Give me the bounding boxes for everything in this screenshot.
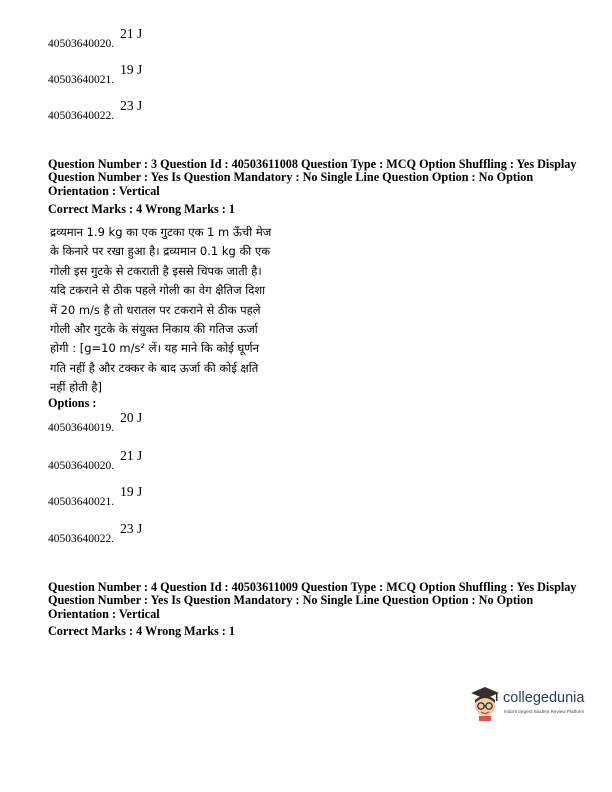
- option-item: [48, 98, 143, 122]
- graduate-mascot-icon: [469, 685, 501, 721]
- option-item: [48, 448, 143, 472]
- option-item: [48, 26, 143, 50]
- logo-brand-text: collegedunia: [503, 690, 585, 706]
- question-text-line: द्रव्यमान 1.9 kg का एक गुटका एक 1 m ऊँची मेज: [50, 225, 272, 239]
- option-item: [48, 521, 143, 545]
- option-value: 19 J: [120, 484, 143, 499]
- question-text-line: गति नहीं है और टक्कर के बाद ऊर्जा की कोई क्षति: [50, 360, 259, 375]
- collegedunia-logo: [469, 685, 589, 725]
- question-meta: [48, 581, 588, 621]
- question-meta-line: Question Number : Yes Is Question Mandatory : No Single Line Question Option : No Option: [48, 593, 534, 608]
- question-meta-line: Orientation : Vertical: [48, 606, 160, 621]
- option-value: 20 J: [120, 410, 143, 425]
- question-marks: Correct Marks : 4 Wrong Marks : 1: [48, 202, 235, 216]
- option-id: 40503640021.: [48, 496, 115, 508]
- option-item: [48, 484, 143, 508]
- option-id: 40503640019.: [48, 422, 115, 434]
- option-id: 40503640022.: [48, 110, 115, 122]
- option-id: 40503640020.: [48, 38, 115, 50]
- question-marks: Correct Marks : 4 Wrong Marks : 1: [48, 624, 235, 638]
- option-value: 21 J: [120, 26, 143, 41]
- option-item: [48, 410, 143, 434]
- options-label: Options :: [48, 396, 97, 410]
- option-id: 40503640021.: [48, 74, 115, 86]
- question-meta: [48, 158, 588, 198]
- question-meta-line: Question Number : 3 Question Id : 40503611008 Question Type : MCQ Option Shuffling : Yes Display: [48, 157, 577, 171]
- logo-tagline: India's largest Student Review Platform: [504, 709, 585, 714]
- option-value: 23 J: [120, 98, 143, 113]
- option-value: 21 J: [120, 448, 143, 463]
- question-text-line: में 20 m/s है तो धरातल पर टकराने से ठीक पहले: [50, 302, 261, 317]
- option-id: 40503640022.: [48, 533, 115, 545]
- question-text-line: नहीं होती है]: [50, 380, 102, 395]
- option-id: 40503640020.: [48, 460, 115, 472]
- question-text-line: के किनारे पर रखा हुआ है। द्रव्यमान 0.1 kg की एक: [50, 244, 271, 259]
- question-meta-line: Question Number : Yes Is Question Mandatory : No Single Line Question Option : No Option: [48, 170, 534, 185]
- option-item: [48, 62, 143, 86]
- question-meta-line: Orientation : Vertical: [48, 183, 160, 198]
- question-text-line: होगी : [g=10 m/s² लें। यह माने कि कोई घूर्णन: [50, 341, 259, 356]
- question-text-line: गोली इस गुटके से टकराती है इससे चिपक जाती है।: [50, 263, 262, 278]
- question-text: [50, 223, 300, 398]
- question-text-line: यदि टकराने से ठीक पहले गोली का वेग क्षैतिज दिशा: [50, 283, 266, 298]
- option-value: 19 J: [120, 62, 143, 77]
- option-value: 23 J: [120, 521, 143, 536]
- question-text-line: गोली और गुटके के संयुक्त निकाय की गतिज ऊर्जा: [50, 322, 258, 337]
- question-meta-line: Question Number : 4 Question Id : 40503611009 Question Type : MCQ Option Shuffling : Yes Display: [48, 580, 577, 594]
